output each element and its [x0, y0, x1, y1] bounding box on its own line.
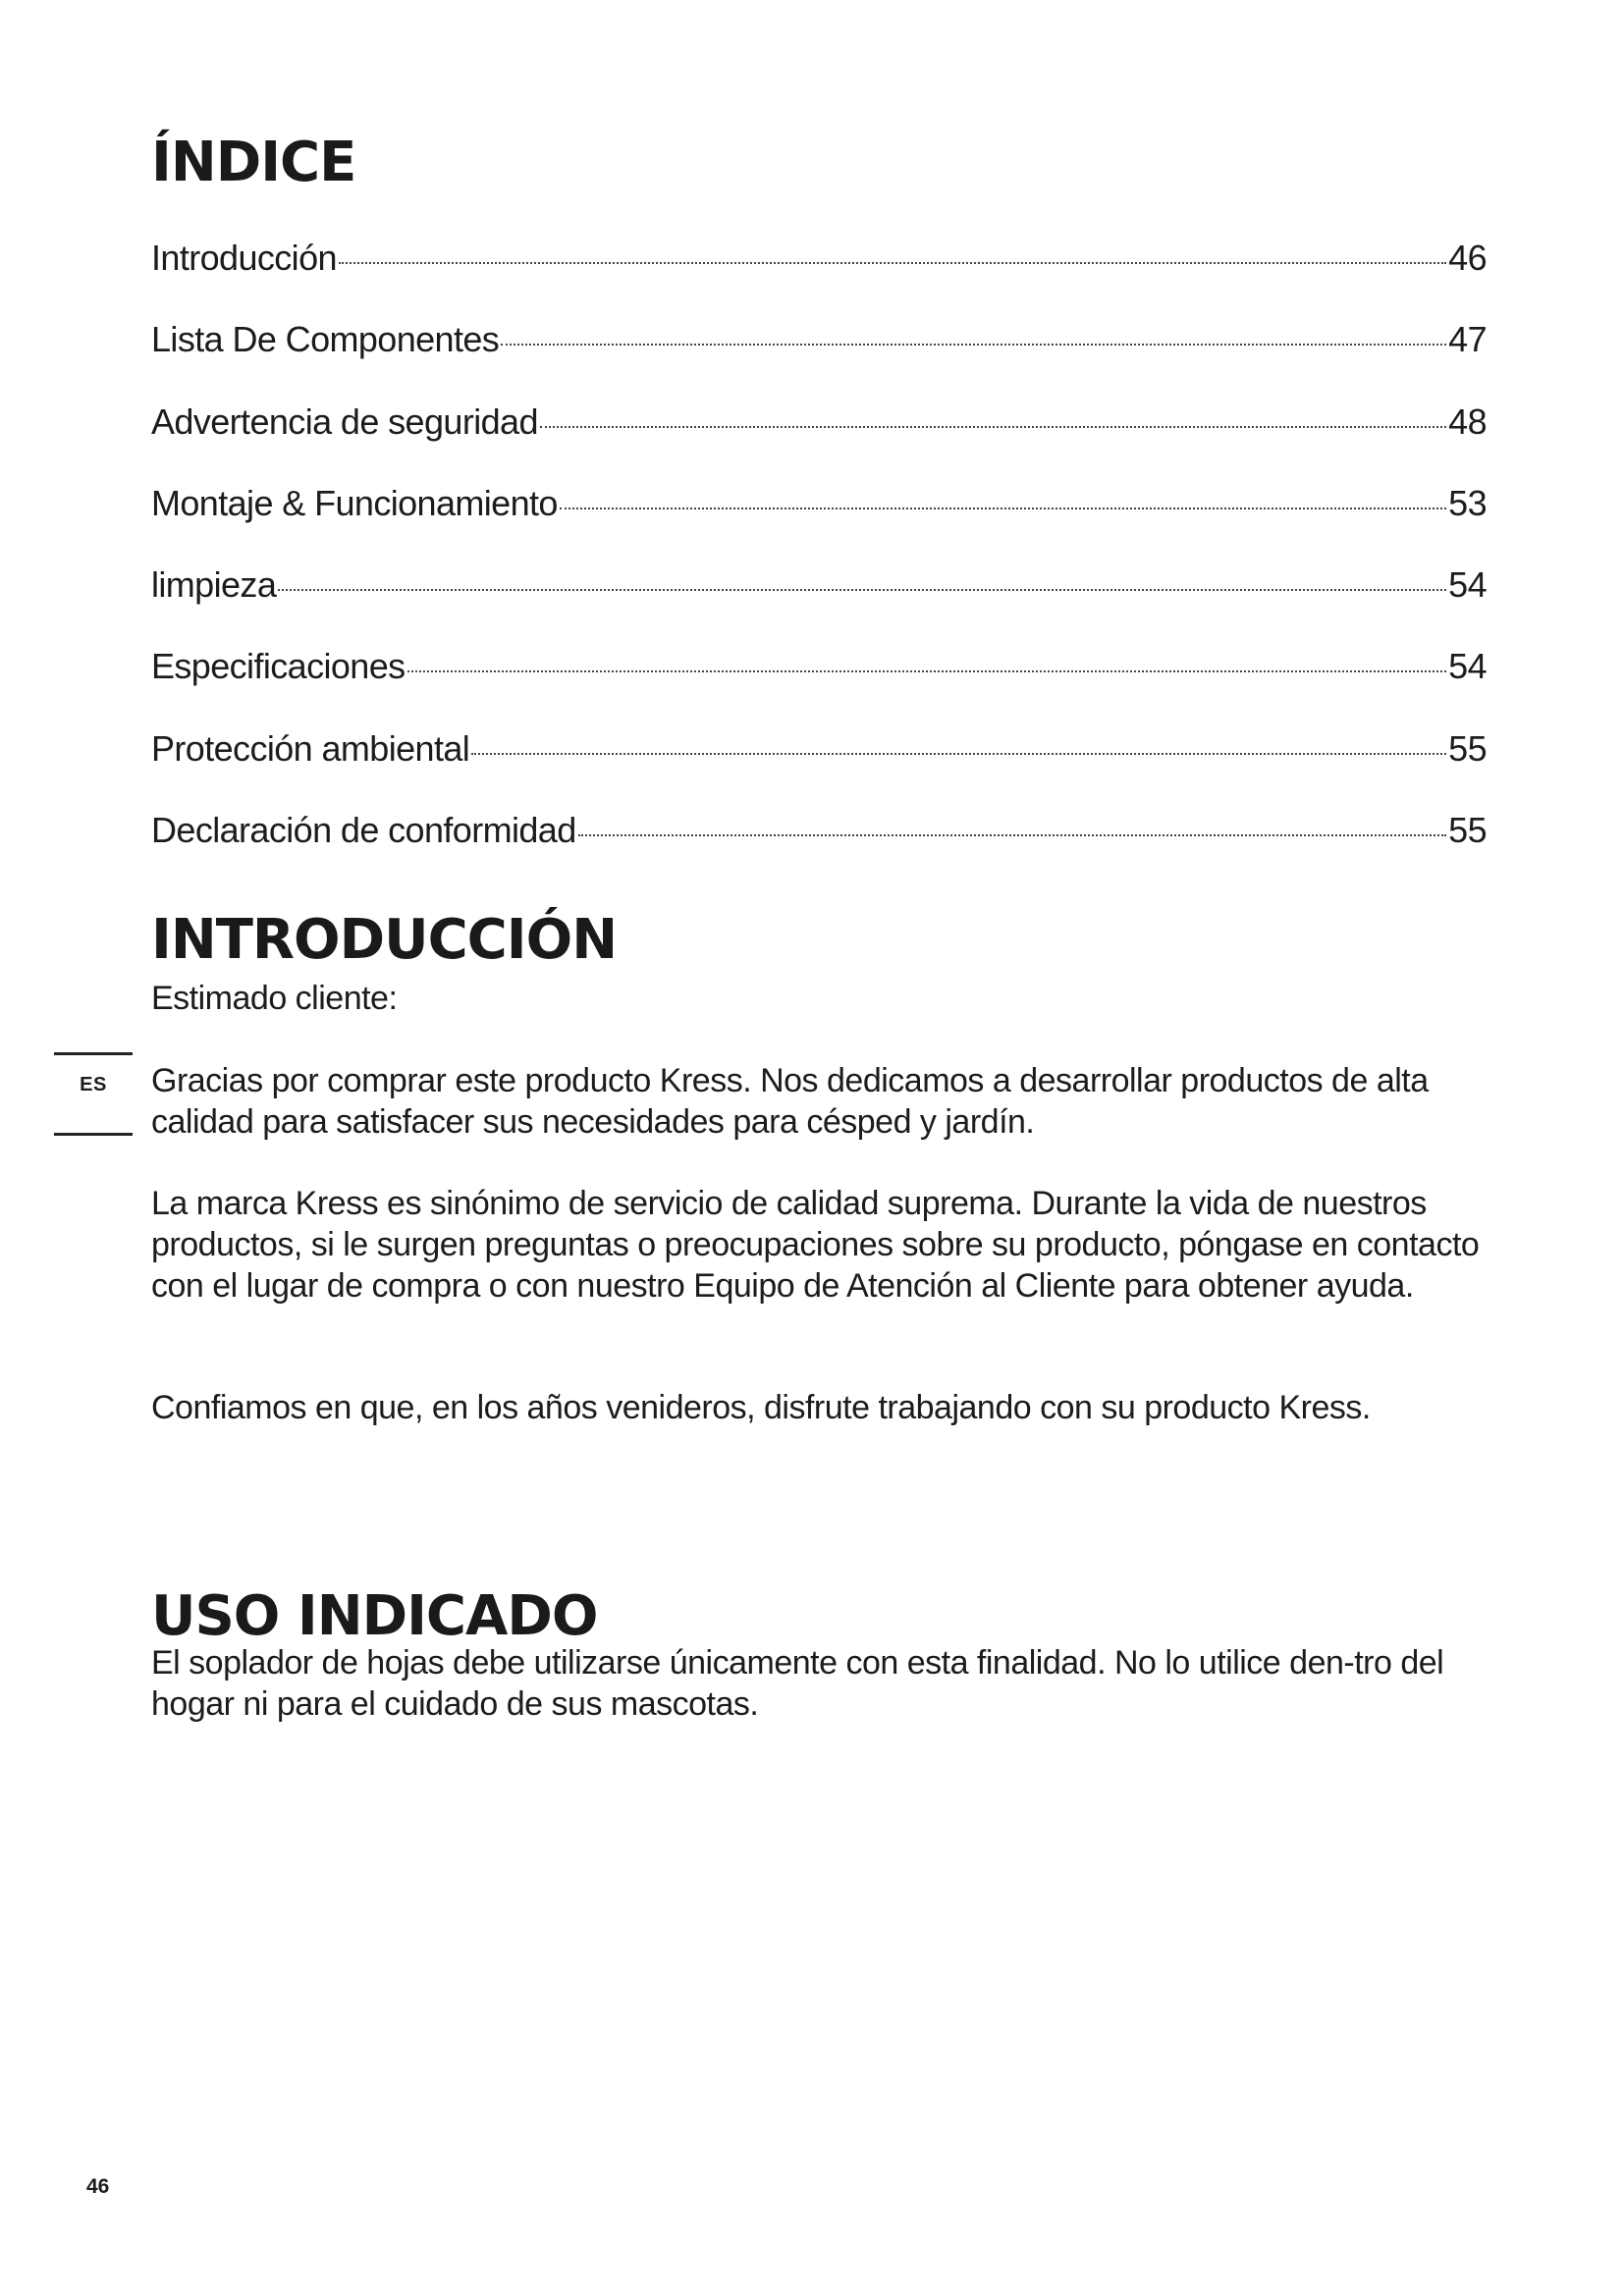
introduction-heading: INTRODUCCIÓN [151, 908, 618, 972]
toc-entry-title: Declaración de conformidad [151, 810, 576, 851]
intro-paragraph: La marca Kress es sinónimo de servicio de calidad suprema. Durante la vida de nuestros productos, si le surgen preguntas o preocupaciones sobre su producto, póngase en contacto con el lugar de compra o con nuestro Equipo de Atención al Cliente para obtener ayuda. [151, 1185, 1480, 1305]
toc-entry[interactable] [151, 319, 1487, 400]
toc-entry[interactable] [151, 483, 1487, 564]
greeting: Estimado cliente: [151, 980, 398, 1017]
toc-entry-title: limpieza [151, 564, 277, 606]
language-tab-bottom-rule [54, 1133, 133, 1136]
toc-dot-leader [578, 834, 1447, 836]
toc-entry-page: 53 [1448, 482, 1487, 523]
toc-entry-page: 54 [1448, 564, 1487, 606]
toc-entry-page: 47 [1448, 319, 1487, 360]
language-tab-label: ES [80, 1074, 107, 1095]
page-number: 46 [86, 2175, 110, 2198]
toc-entry-page: 54 [1448, 646, 1487, 687]
toc-entry-title: Protección ambiental [151, 727, 470, 769]
toc-entry-title: Lista De Componentes [151, 319, 500, 360]
toc-entry[interactable] [151, 564, 1487, 646]
toc-entry-title: Introducción [151, 238, 337, 278]
toc-entry-page: 55 [1448, 810, 1487, 851]
toc-dot-leader [540, 426, 1446, 428]
toc-dot-leader [278, 589, 1446, 591]
toc-entry-title: Especificaciones [151, 646, 406, 687]
toc-entry-page: 46 [1448, 238, 1487, 278]
table-of-contents [151, 238, 1487, 891]
toc-entry[interactable] [151, 401, 1487, 483]
toc-entry-page: 55 [1448, 727, 1487, 769]
toc-dot-leader [471, 753, 1446, 755]
toc-dot-leader [407, 670, 1447, 672]
toc-dot-leader [560, 507, 1446, 509]
intro-paragraph: Confiamos en que, en los años venideros, disfrute trabajando con su producto Kress. [151, 1389, 1371, 1426]
toc-heading: ÍNDICE [151, 131, 356, 194]
toc-dot-leader [339, 262, 1446, 264]
toc-entry[interactable] [151, 728, 1487, 810]
toc-entry-title: Montaje & Funcionamiento [151, 482, 558, 523]
language-tab-top-rule [54, 1052, 133, 1055]
toc-entry[interactable] [151, 238, 1487, 319]
toc-dot-leader [501, 344, 1446, 346]
intro-paragraph: Gracias por comprar este producto Kress. Nos dedicamos a desarrollar productos de alta calidad para satisfacer sus necesidades para césped y jardín. [151, 1062, 1429, 1141]
toc-entry-title: Advertencia de seguridad [151, 400, 538, 442]
toc-entry[interactable] [151, 810, 1487, 891]
toc-entry[interactable] [151, 646, 1487, 727]
toc-entry-page: 48 [1448, 400, 1487, 442]
intended-use-text: El soplador de hojas debe utilizarse únicamente con esta finalidad. No lo utilice den-tro del hogar ni para el cuidado de sus mascotas. [151, 1644, 1444, 1723]
intended-use-heading: USO INDICADO [151, 1584, 598, 1648]
language-tab [54, 1052, 133, 1137]
